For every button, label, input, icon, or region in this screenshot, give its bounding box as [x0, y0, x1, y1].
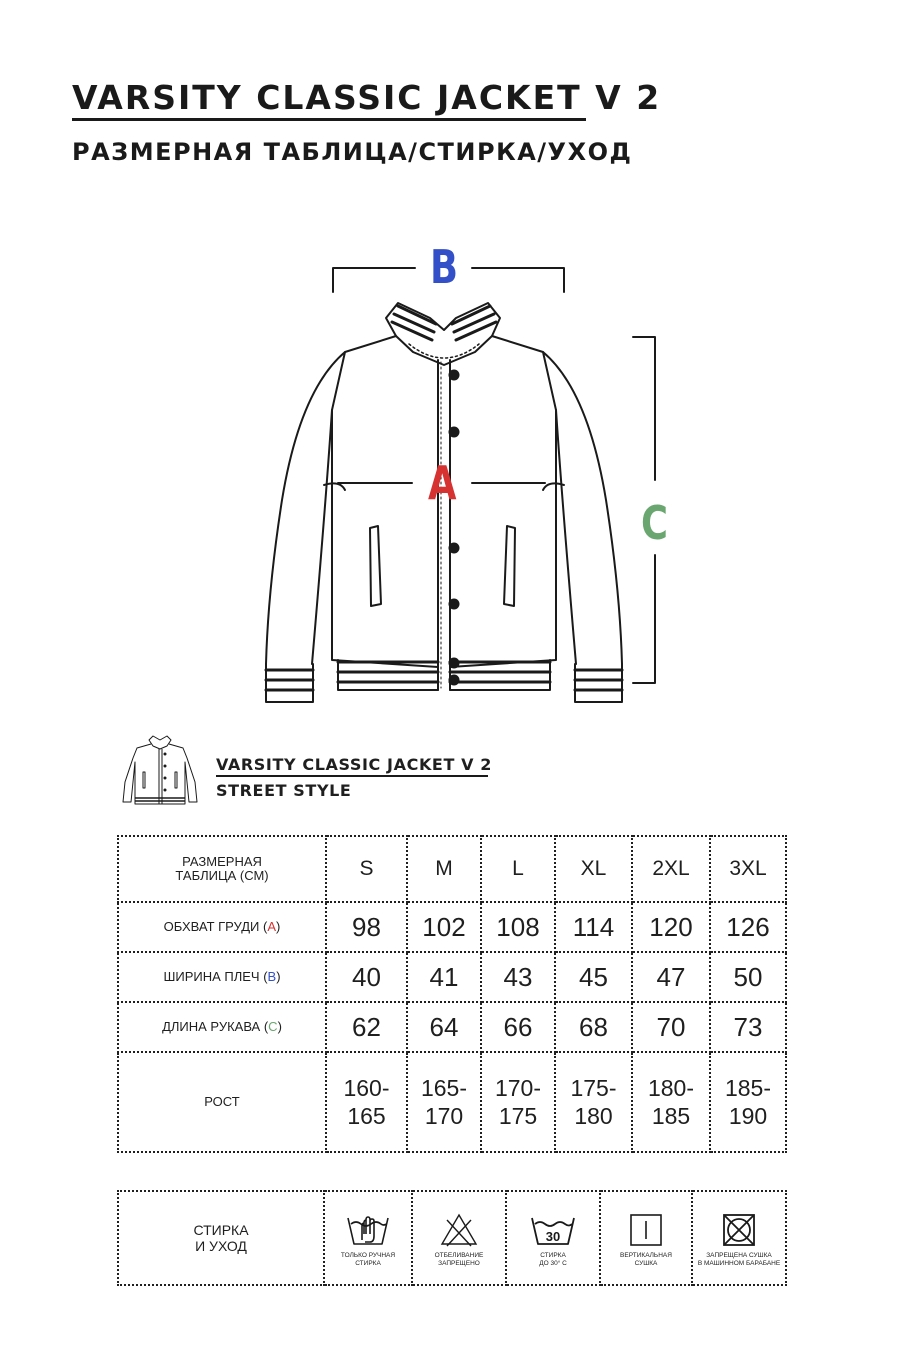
row-label-mark: A — [267, 919, 276, 934]
care-text-line2: СУШКА — [634, 1260, 658, 1267]
measure-label-b: B — [430, 240, 459, 294]
button-5 — [449, 658, 460, 669]
table-cell: 40 — [326, 952, 407, 1002]
height-top: 185- — [724, 1075, 772, 1101]
bracket-b-right — [472, 268, 564, 292]
bracket-b-left — [333, 268, 415, 292]
size-header: XL — [555, 836, 632, 902]
row-label-shoulders — [118, 952, 326, 1002]
title-underline — [72, 118, 586, 121]
care-text-line2: СТИРКА — [355, 1260, 381, 1267]
button-1 — [449, 370, 460, 381]
table-cell: 62 — [326, 1002, 407, 1052]
care-item-wash-30 — [506, 1191, 600, 1285]
row-label-close: ) — [276, 969, 281, 984]
table-cell: 120 — [632, 902, 710, 952]
size-header: L — [481, 836, 555, 902]
table-row — [118, 902, 786, 952]
height-bottom: 180 — [574, 1103, 613, 1129]
height-bottom: 190 — [728, 1103, 768, 1129]
row-label-chest — [118, 902, 326, 952]
size-header: 2XL — [632, 836, 710, 902]
care-label-line2: И УХОД — [195, 1238, 247, 1254]
height-bottom: 165 — [347, 1103, 386, 1129]
table-cell: 43 — [481, 952, 555, 1002]
page-title: VARSITY CLASSIC JACKET V 2 — [72, 78, 662, 117]
size-header-label-line2: ТАБЛИЦА (СМ) — [175, 868, 269, 883]
table-cell: 108 — [481, 902, 555, 952]
care-text-line2: В МАШИННОМ БАРАБАНЕ — [697, 1260, 781, 1267]
care-text-line1: ВЕРТИКАЛЬНАЯ — [620, 1252, 672, 1259]
table-cell — [481, 1052, 555, 1152]
size-header-label — [118, 836, 326, 902]
size-header: 3XL — [710, 836, 786, 902]
care-text-line1: ЗАПРЕЩЕНА СУШКА — [706, 1252, 772, 1259]
brand-subtitle: STREET STYLE — [216, 781, 352, 800]
table-cell — [555, 1052, 632, 1152]
table-cell: 41 — [407, 952, 481, 1002]
care-text-line1: ОТБЕЛИВАНИЕ — [434, 1252, 484, 1259]
wash-30-icon — [530, 1212, 576, 1248]
height-top: 160- — [343, 1075, 390, 1101]
table-cell: 68 — [555, 1002, 632, 1052]
care-item-hand-wash — [324, 1191, 412, 1285]
height-bottom: 175 — [498, 1103, 538, 1129]
table-cell — [710, 1052, 786, 1152]
button-3 — [449, 543, 460, 554]
size-header: S — [326, 836, 407, 902]
row-label-close: ) — [276, 919, 281, 934]
table-cell: 102 — [407, 902, 481, 952]
jacket-thumbnail — [115, 732, 205, 812]
table-cell — [407, 1052, 481, 1152]
table-cell: 114 — [555, 902, 632, 952]
row-label-sleeve — [118, 1002, 326, 1052]
brand-title: VARSITY CLASSIC JACKET V 2 — [216, 755, 493, 774]
measure-label-c: C — [641, 496, 669, 550]
row-label-close: ) — [277, 1019, 282, 1034]
row-label-mark: C — [268, 1019, 278, 1034]
hand-wash-icon — [346, 1212, 390, 1248]
table-cell — [632, 1052, 710, 1152]
no-tumble-dry-icon — [721, 1212, 757, 1248]
height-bottom: 170 — [424, 1103, 464, 1129]
no-bleach-icon — [439, 1212, 479, 1248]
table-cell: 64 — [407, 1002, 481, 1052]
height-top: 165- — [420, 1075, 468, 1101]
table-cell: 47 — [632, 952, 710, 1002]
size-header-label-line1: РАЗМЕРНАЯ — [182, 854, 262, 869]
table-cell: 50 — [710, 952, 786, 1002]
size-table — [117, 835, 787, 1153]
care-text-line1: ТОЛЬКО РУЧНАЯ — [340, 1252, 396, 1259]
care-text-line1: СТИРКА — [540, 1252, 566, 1259]
care-item-no-tumble-dry — [692, 1191, 786, 1285]
button-2 — [449, 427, 460, 438]
care-label — [118, 1191, 324, 1285]
line-dry-icon — [628, 1212, 664, 1248]
row-label-text: ОБХВАТ ГРУДИ ( — [163, 919, 268, 934]
table-cell: 73 — [710, 1002, 786, 1052]
care-table — [117, 1190, 787, 1286]
table-cell: 126 — [710, 902, 786, 952]
size-header-row — [118, 836, 786, 902]
brand-underline — [216, 775, 488, 777]
bracket-c-top — [633, 337, 655, 480]
page-subtitle: РАЗМЕРНАЯ ТАБЛИЦА/СТИРКА/УХОД — [72, 138, 633, 166]
table-row — [118, 1052, 786, 1152]
height-top: 175- — [570, 1075, 617, 1101]
row-label-text: ШИРИНА ПЛЕЧ ( — [163, 969, 268, 984]
wash-temp: 30 — [545, 1229, 561, 1244]
size-header: M — [407, 836, 481, 902]
table-cell — [326, 1052, 407, 1152]
measure-label-a: A — [428, 456, 457, 510]
table-cell: 45 — [555, 952, 632, 1002]
bracket-c-bottom — [633, 555, 655, 683]
care-label-line1: СТИРКА — [193, 1222, 249, 1238]
height-top: 180- — [647, 1075, 695, 1101]
height-bottom: 185 — [651, 1103, 691, 1129]
table-row — [118, 952, 786, 1002]
row-label-mark: B — [267, 969, 277, 984]
button-6 — [449, 675, 460, 686]
table-cell: 98 — [326, 902, 407, 952]
care-item-line-dry — [600, 1191, 692, 1285]
height-top: 170- — [494, 1075, 542, 1101]
care-item-no-bleach — [412, 1191, 506, 1285]
row-label-text: ДЛИНА РУКАВА ( — [162, 1019, 269, 1034]
table-cell: 70 — [632, 1002, 710, 1052]
button-4 — [449, 599, 460, 610]
care-row — [118, 1191, 786, 1285]
care-text-line2: ДО 30° С — [539, 1260, 567, 1267]
table-cell: 66 — [481, 1002, 555, 1052]
care-text-line2: ЗАПРЕЩЕНО — [438, 1260, 480, 1267]
table-row — [118, 1002, 786, 1052]
row-label-height: РОСТ — [118, 1052, 326, 1152]
